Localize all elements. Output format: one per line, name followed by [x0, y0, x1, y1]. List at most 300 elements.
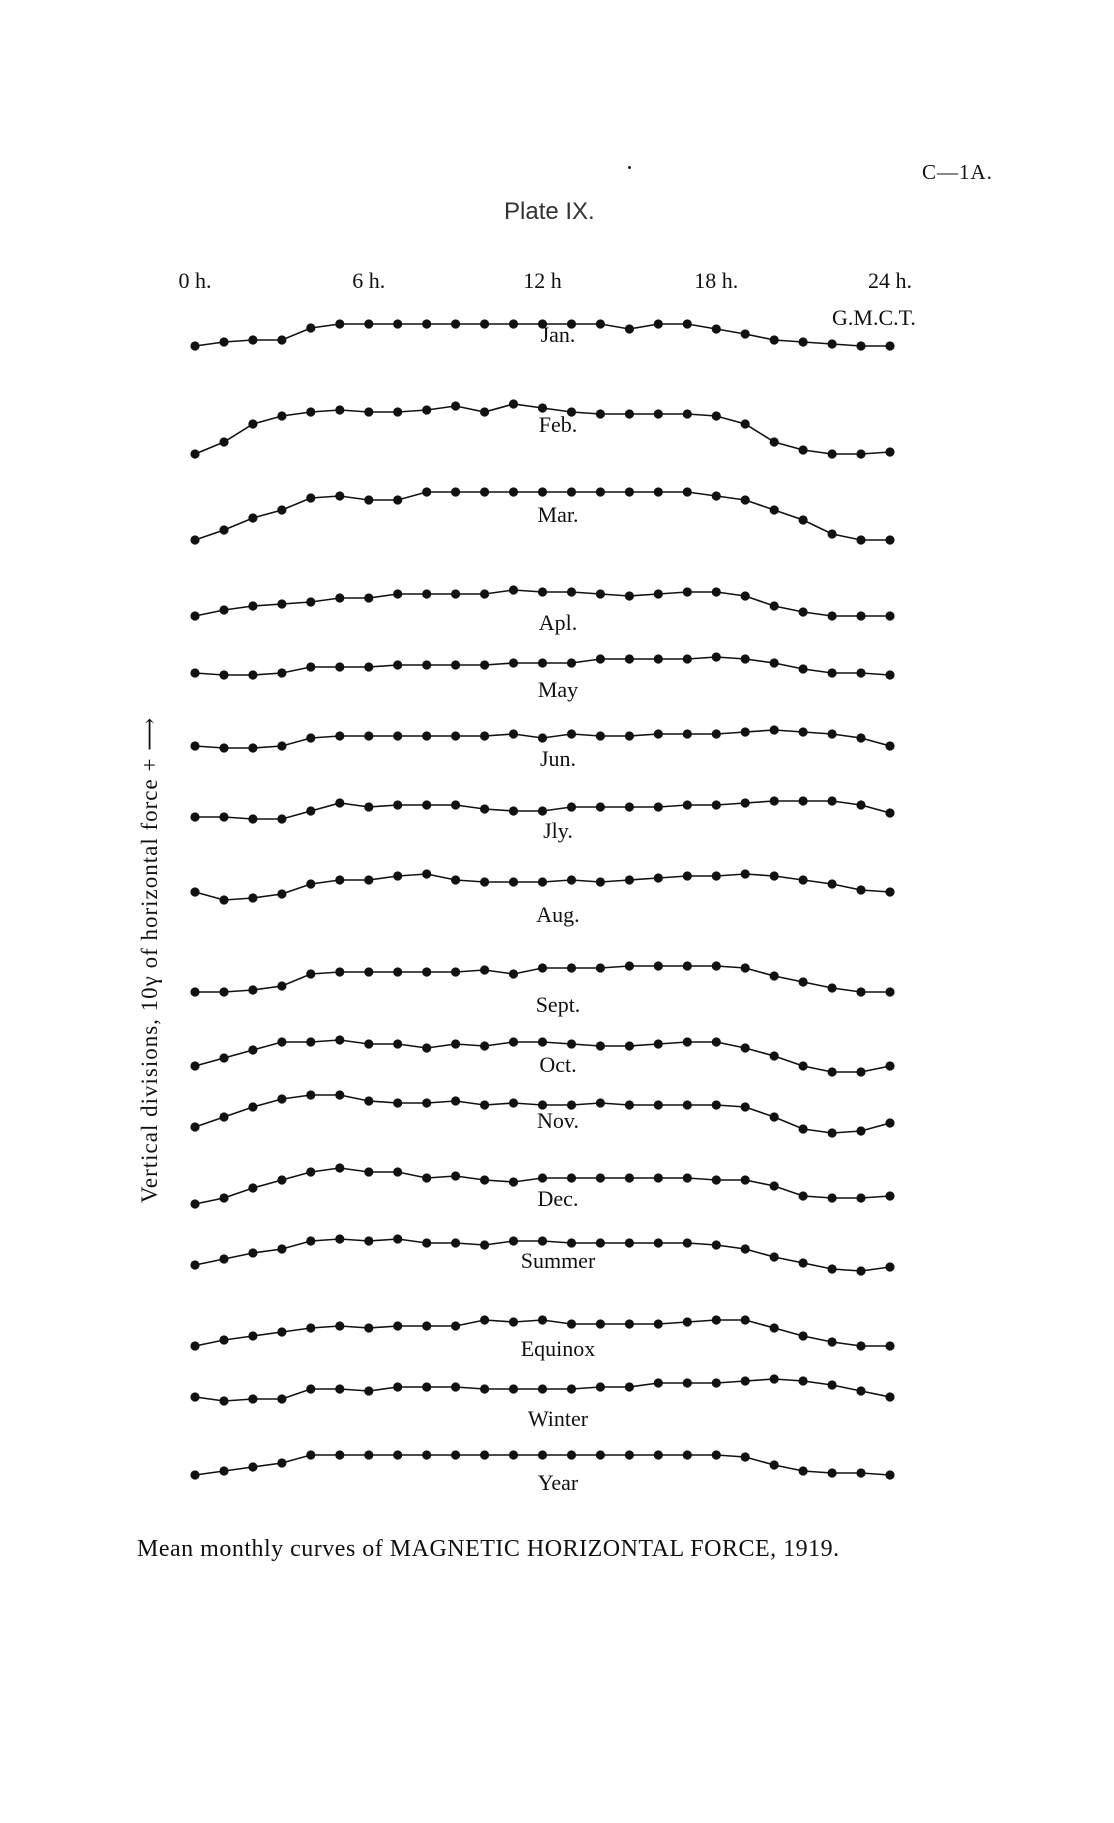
- data-point: [480, 407, 489, 416]
- data-point: [856, 1067, 865, 1076]
- data-point: [277, 1244, 286, 1253]
- data-point: [335, 491, 344, 500]
- data-point: [683, 871, 692, 880]
- data-point: [770, 1181, 779, 1190]
- data-point: [422, 487, 431, 496]
- data-point: [335, 1321, 344, 1330]
- data-point: [480, 660, 489, 669]
- data-point: [277, 411, 286, 420]
- data-point: [712, 1240, 721, 1249]
- data-point: [770, 335, 779, 344]
- data-point: [451, 1171, 460, 1180]
- data-point: [422, 1098, 431, 1107]
- data-point: [306, 879, 315, 888]
- data-point: [741, 1102, 750, 1111]
- data-point: [712, 411, 721, 420]
- data-point: [219, 525, 228, 534]
- data-point: [451, 319, 460, 328]
- series-jly: [190, 796, 894, 843]
- data-point: [277, 1458, 286, 1467]
- data-point: [422, 405, 431, 414]
- data-point: [712, 961, 721, 970]
- data-point: [538, 658, 547, 667]
- data-point: [770, 1051, 779, 1060]
- data-point: [885, 1191, 894, 1200]
- data-point: [683, 1317, 692, 1326]
- data-point: [654, 1450, 663, 1459]
- data-point: [596, 877, 605, 886]
- series-label: Jun.: [539, 746, 577, 771]
- data-point: [596, 1098, 605, 1107]
- data-point: [741, 727, 750, 736]
- data-point: [335, 1035, 344, 1044]
- data-point: [393, 589, 402, 598]
- series-label: Year: [537, 1470, 579, 1495]
- data-point: [393, 1234, 402, 1243]
- data-point: [828, 983, 837, 992]
- series-jun: [190, 725, 894, 771]
- data-point: [538, 733, 547, 742]
- data-point: [422, 967, 431, 976]
- data-point: [538, 1384, 547, 1393]
- data-point: [364, 1096, 373, 1105]
- data-point: [277, 505, 286, 514]
- series-label: Apl.: [538, 610, 578, 635]
- data-point: [567, 487, 576, 496]
- series-label: Jan.: [540, 322, 576, 347]
- data-point: [828, 1067, 837, 1076]
- data-point: [451, 1039, 460, 1048]
- data-point: [538, 1037, 547, 1046]
- data-point: [538, 587, 547, 596]
- data-point: [654, 961, 663, 970]
- data-point: [625, 802, 634, 811]
- data-point: [219, 987, 228, 996]
- data-point: [538, 1315, 547, 1324]
- data-point: [277, 1037, 286, 1046]
- data-point: [654, 409, 663, 418]
- data-point: [799, 515, 808, 524]
- data-point: [683, 729, 692, 738]
- data-point: [509, 1450, 518, 1459]
- data-point: [625, 1238, 634, 1247]
- data-point: [306, 806, 315, 815]
- data-point: [885, 670, 894, 679]
- data-point: [538, 1173, 547, 1182]
- data-point: [596, 802, 605, 811]
- data-point: [625, 875, 634, 884]
- data-point: [480, 965, 489, 974]
- data-point: [480, 1384, 489, 1393]
- data-point: [885, 987, 894, 996]
- data-point: [567, 1384, 576, 1393]
- data-point: [480, 1175, 489, 1184]
- data-point: [248, 1102, 257, 1111]
- data-point: [799, 1061, 808, 1070]
- data-point: [190, 987, 199, 996]
- data-point: [567, 963, 576, 972]
- data-point: [596, 1319, 605, 1328]
- series-apl: [190, 585, 894, 635]
- data-point: [654, 729, 663, 738]
- data-point: [567, 1173, 576, 1182]
- data-point: [828, 1264, 837, 1273]
- data-point: [422, 1382, 431, 1391]
- data-point: [712, 1450, 721, 1459]
- series-label: Mar.: [537, 502, 579, 527]
- data-point: [885, 1118, 894, 1127]
- data-point: [567, 587, 576, 596]
- data-point: [277, 1327, 286, 1336]
- series-label: Winter: [527, 1406, 589, 1431]
- plate-code: C—1A.: [922, 160, 993, 184]
- data-point: [190, 1341, 199, 1350]
- data-point: [306, 1236, 315, 1245]
- data-point: [219, 437, 228, 446]
- data-point: [799, 875, 808, 884]
- data-point: [625, 1041, 634, 1050]
- data-point: [190, 1199, 199, 1208]
- data-point: [770, 1323, 779, 1332]
- series-label: Aug.: [536, 902, 580, 927]
- data-point: [393, 731, 402, 740]
- data-point: [422, 731, 431, 740]
- data-point: [190, 812, 199, 821]
- data-point: [683, 1238, 692, 1247]
- x-tick-label: 12 h: [523, 268, 562, 293]
- data-point: [451, 875, 460, 884]
- data-point: [393, 1450, 402, 1459]
- data-point: [219, 1193, 228, 1202]
- data-point: [856, 987, 865, 996]
- data-point: [277, 668, 286, 677]
- series-label: Summer: [520, 1248, 596, 1273]
- data-point: [451, 401, 460, 410]
- data-point: [422, 1450, 431, 1459]
- data-point: [741, 1043, 750, 1052]
- y-axis-label: Vertical divisions, 10γ of horizontal force + ⟶: [137, 716, 162, 1204]
- data-point: [451, 731, 460, 740]
- data-point: [509, 1098, 518, 1107]
- data-point: [770, 658, 779, 667]
- series-label: Sept.: [535, 992, 581, 1017]
- data-point: [856, 1266, 865, 1275]
- series-winter: [190, 1374, 894, 1431]
- data-point: [741, 419, 750, 428]
- data-point: [828, 1468, 837, 1477]
- data-point: [393, 967, 402, 976]
- data-point: [248, 1394, 257, 1403]
- data-point: [856, 1386, 865, 1395]
- data-point: [190, 887, 199, 896]
- data-point: [190, 1392, 199, 1401]
- time-system-note: G.M.C.T.: [832, 305, 916, 330]
- data-point: [885, 741, 894, 750]
- series-label: Jly.: [543, 818, 573, 843]
- data-point: [480, 1041, 489, 1050]
- data-point: [770, 796, 779, 805]
- data-point: [770, 971, 779, 980]
- data-point: [625, 1319, 634, 1328]
- data-point: [248, 814, 257, 823]
- data-point: [509, 658, 518, 667]
- data-point: [712, 1378, 721, 1387]
- data-point: [741, 798, 750, 807]
- series-label: May: [537, 677, 579, 702]
- data-point: [393, 871, 402, 880]
- data-point: [741, 1376, 750, 1385]
- data-point: [596, 1173, 605, 1182]
- data-point: [509, 806, 518, 815]
- series-label: Oct.: [539, 1052, 577, 1077]
- series-mar: [190, 487, 894, 544]
- data-point: [219, 1466, 228, 1475]
- data-point: [306, 1167, 315, 1176]
- data-point: [654, 1039, 663, 1048]
- data-point: [364, 967, 373, 976]
- data-point: [451, 1321, 460, 1330]
- data-point: [451, 660, 460, 669]
- data-point: [509, 1037, 518, 1046]
- data-point: [770, 505, 779, 514]
- data-point: [828, 1337, 837, 1346]
- x-tick-label: 6 h.: [352, 268, 386, 293]
- data-point: [451, 487, 460, 496]
- data-point: [509, 1317, 518, 1326]
- data-point: [306, 1090, 315, 1099]
- x-tick-label: 18 h.: [694, 268, 739, 293]
- data-point: [856, 341, 865, 350]
- data-point: [335, 731, 344, 740]
- series-sept: [190, 961, 894, 1017]
- data-point: [741, 1175, 750, 1184]
- data-point: [828, 529, 837, 538]
- data-point: [190, 1260, 199, 1269]
- data-point: [654, 1378, 663, 1387]
- data-point: [219, 670, 228, 679]
- data-point: [856, 668, 865, 677]
- data-point: [335, 875, 344, 884]
- data-point: [277, 981, 286, 990]
- data-point: [596, 319, 605, 328]
- data-point: [567, 1450, 576, 1459]
- data-point: [509, 585, 518, 594]
- series-label: Dec.: [537, 1186, 579, 1211]
- data-point: [422, 1043, 431, 1052]
- data-point: [277, 814, 286, 823]
- data-point: [480, 1315, 489, 1324]
- data-point: [683, 587, 692, 596]
- series-feb: [190, 399, 894, 458]
- data-point: [219, 1396, 228, 1405]
- data-point: [885, 887, 894, 896]
- data-point: [451, 967, 460, 976]
- data-point: [190, 1470, 199, 1479]
- data-point: [364, 731, 373, 740]
- data-point: [509, 1384, 518, 1393]
- data-point: [654, 1238, 663, 1247]
- series-may: [190, 652, 894, 702]
- data-point: [799, 1376, 808, 1385]
- data-point: [190, 341, 199, 350]
- data-point: [393, 319, 402, 328]
- data-point: [364, 407, 373, 416]
- data-point: [596, 1041, 605, 1050]
- data-point: [596, 731, 605, 740]
- data-point: [799, 727, 808, 736]
- data-point: [625, 487, 634, 496]
- data-point: [364, 1167, 373, 1176]
- series-oct: [190, 1035, 894, 1077]
- data-point: [683, 800, 692, 809]
- data-point: [712, 1315, 721, 1324]
- data-point: [422, 589, 431, 598]
- series-dec: [190, 1163, 894, 1211]
- data-point: [856, 1341, 865, 1350]
- data-point: [596, 487, 605, 496]
- data-point: [335, 405, 344, 414]
- data-point: [654, 802, 663, 811]
- data-point: [799, 337, 808, 346]
- data-point: [480, 877, 489, 886]
- data-point: [335, 1450, 344, 1459]
- data-point: [828, 1128, 837, 1137]
- data-point: [799, 1191, 808, 1200]
- data-point: [364, 495, 373, 504]
- data-point: [190, 449, 199, 458]
- data-point: [451, 1450, 460, 1459]
- data-point: [683, 961, 692, 970]
- data-point: [596, 589, 605, 598]
- data-point: [567, 1238, 576, 1247]
- data-point: [335, 1234, 344, 1243]
- data-point: [277, 889, 286, 898]
- data-point: [451, 589, 460, 598]
- data-point: [885, 447, 894, 456]
- data-point: [654, 654, 663, 663]
- data-point: [306, 597, 315, 606]
- data-point: [712, 652, 721, 661]
- data-point: [480, 1450, 489, 1459]
- data-point: [422, 869, 431, 878]
- data-point: [422, 1173, 431, 1182]
- x-tick-label: 24 h.: [868, 268, 912, 293]
- data-point: [567, 729, 576, 738]
- data-point: [451, 1238, 460, 1247]
- data-point: [712, 324, 721, 333]
- data-point: [683, 487, 692, 496]
- data-point: [856, 733, 865, 742]
- data-point: [393, 1098, 402, 1107]
- data-point: [538, 877, 547, 886]
- data-point: [625, 591, 634, 600]
- data-point: [856, 1468, 865, 1477]
- data-point: [248, 1462, 257, 1471]
- data-point: [856, 611, 865, 620]
- data-point: [393, 1167, 402, 1176]
- data-point: [799, 796, 808, 805]
- data-point: [480, 589, 489, 598]
- data-point: [480, 804, 489, 813]
- data-point: [364, 662, 373, 671]
- data-point: [364, 1386, 373, 1395]
- data-point: [422, 1238, 431, 1247]
- data-point: [335, 319, 344, 328]
- data-point: [770, 437, 779, 446]
- data-point: [683, 1173, 692, 1182]
- data-point: [799, 977, 808, 986]
- data-point: [248, 1183, 257, 1192]
- data-point: [277, 335, 286, 344]
- data-point: [741, 329, 750, 338]
- data-point: [828, 879, 837, 888]
- data-point: [567, 1319, 576, 1328]
- data-point: [596, 963, 605, 972]
- plate-title: Plate IX.: [504, 198, 595, 225]
- data-point: [393, 660, 402, 669]
- data-point: [741, 1244, 750, 1253]
- data-point: [596, 1238, 605, 1247]
- data-point: [190, 741, 199, 750]
- data-point: [654, 319, 663, 328]
- data-point: [741, 1452, 750, 1461]
- data-point: [828, 1380, 837, 1389]
- data-point: [364, 1236, 373, 1245]
- data-point: [538, 963, 547, 972]
- data-point: [625, 731, 634, 740]
- data-point: [190, 1122, 199, 1131]
- data-point: [364, 1323, 373, 1332]
- data-point: [625, 1173, 634, 1182]
- data-point: [480, 1240, 489, 1249]
- data-point: [306, 407, 315, 416]
- data-point: [683, 654, 692, 663]
- data-point: [364, 319, 373, 328]
- data-point: [335, 593, 344, 602]
- data-point: [741, 963, 750, 972]
- data-point: [451, 800, 460, 809]
- data-point: [277, 1094, 286, 1103]
- data-point: [509, 399, 518, 408]
- data-point: [885, 1262, 894, 1271]
- data-point: [741, 654, 750, 663]
- data-point: [625, 654, 634, 663]
- data-point: [393, 1382, 402, 1391]
- data-point: [364, 593, 373, 602]
- data-point: [509, 487, 518, 496]
- series-label: Feb.: [538, 412, 578, 437]
- data-point: [885, 1061, 894, 1070]
- x-tick-label: 0 h.: [178, 268, 212, 293]
- data-point: [654, 1319, 663, 1328]
- data-point: [306, 323, 315, 332]
- data-point: [248, 1331, 257, 1340]
- data-point: [683, 1378, 692, 1387]
- data-point: [364, 802, 373, 811]
- data-point: [741, 1315, 750, 1324]
- data-point: [393, 1321, 402, 1330]
- data-point: [741, 591, 750, 600]
- data-point: [770, 601, 779, 610]
- data-point: [422, 660, 431, 669]
- series-equinox: [190, 1315, 894, 1361]
- data-point: [828, 1193, 837, 1202]
- data-point: [451, 1382, 460, 1391]
- data-point: [741, 869, 750, 878]
- data-point: [248, 743, 257, 752]
- data-point: [828, 449, 837, 458]
- data-point: [625, 961, 634, 970]
